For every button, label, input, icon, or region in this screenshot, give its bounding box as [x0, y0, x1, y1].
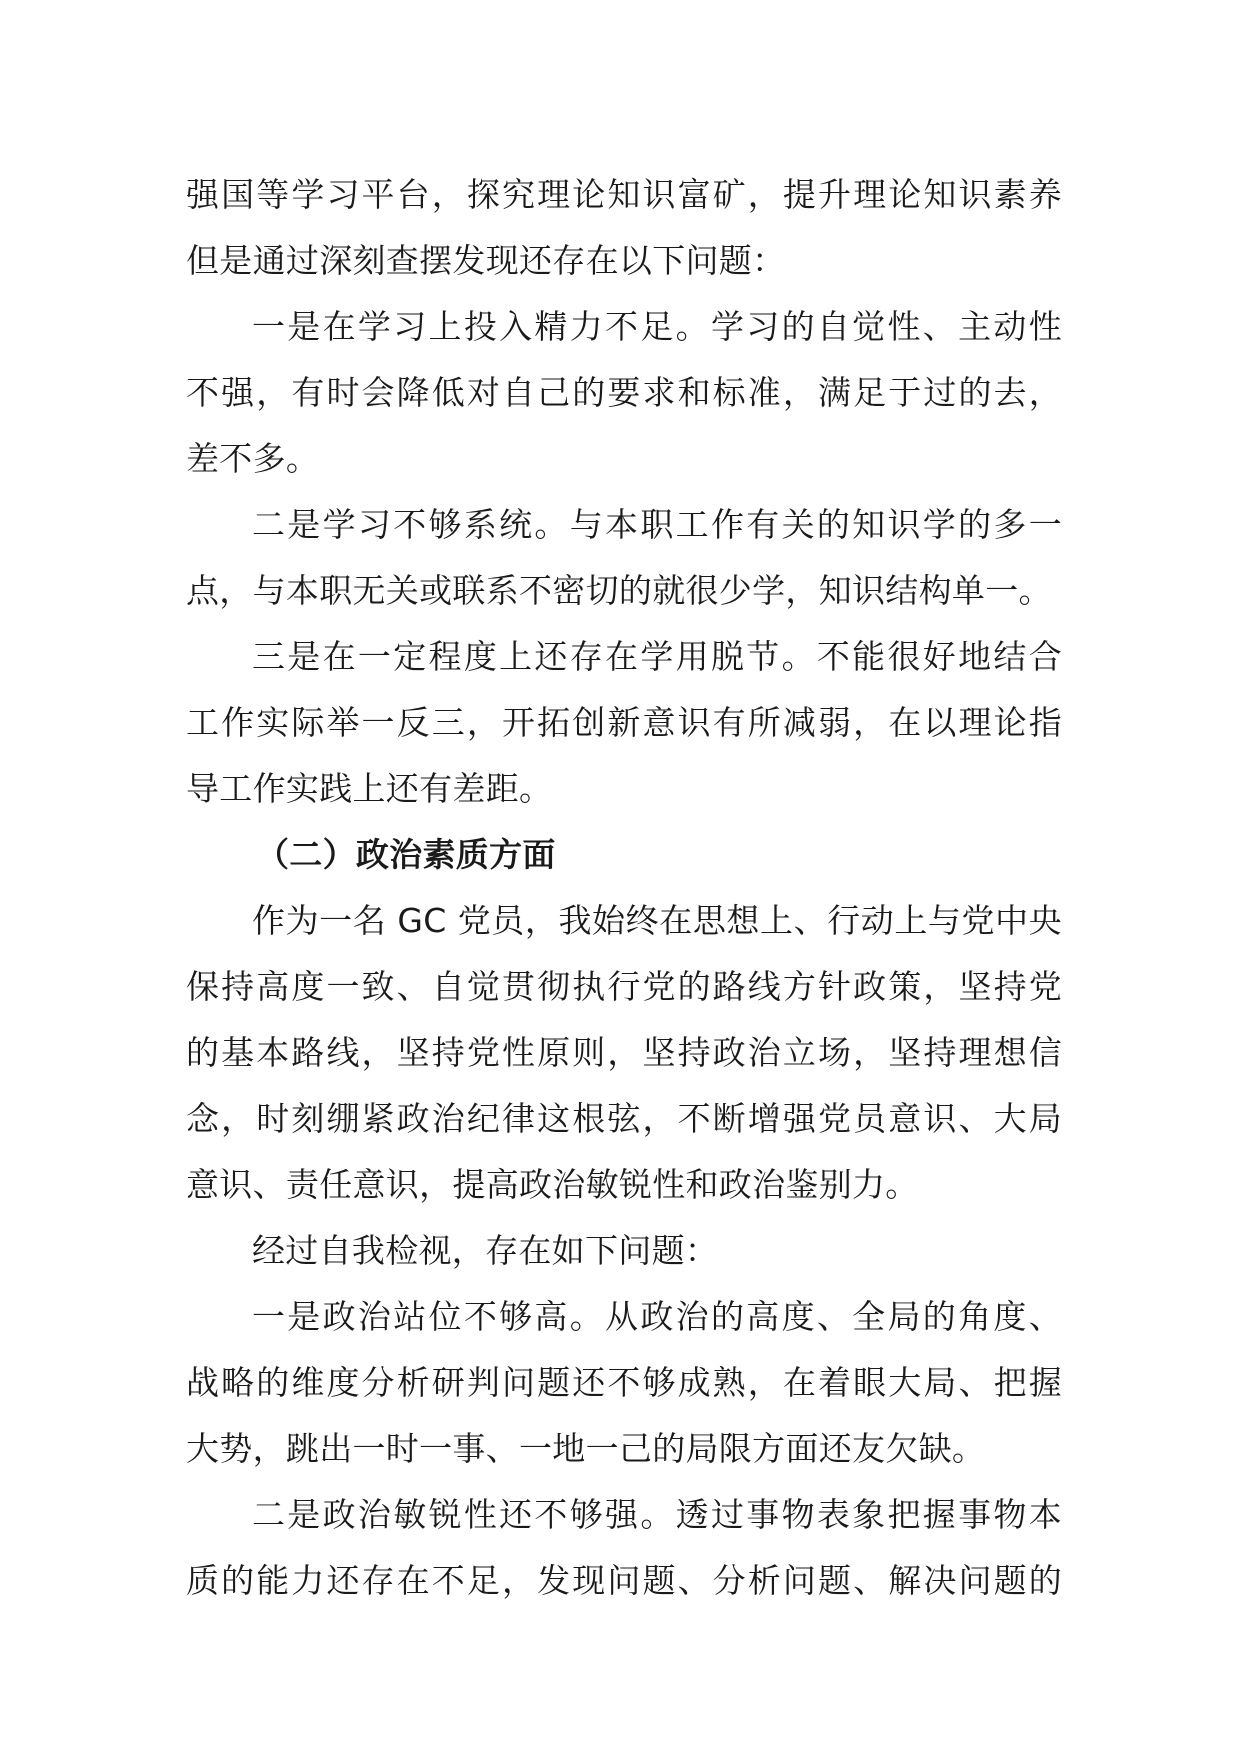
paragraph-line: 导工作实践上还有差距。: [186, 769, 553, 808]
paragraph-line: 一是政治站位不够高。从政治的高度、全局的角度、: [252, 1297, 1062, 1336]
paragraph-line: 但是通过深刻查摆发现还存在以下问题：: [186, 241, 786, 280]
paragraph-line: 作为一名 GC 党员，我始终在思想上、行动上与党中央: [252, 901, 1062, 940]
paragraph-line: 经过自我检视，存在如下问题：: [252, 1231, 719, 1270]
paragraph-line: 不强，有时会降低对自己的要求和标准，满足于过的去，: [186, 373, 1062, 412]
document-body: [186, 162, 1062, 1614]
paragraph-line: 念，时刻绷紧政治纪律这根弦，不断增强党员意识、大局: [186, 1099, 1062, 1138]
paragraph-line: 二是政治敏锐性还不够强。透过事物表象把握事物本: [252, 1495, 1062, 1534]
paragraph-line: 强国等学习平台，探究理论知识富矿，提升理论知识素养: [186, 175, 1062, 214]
paragraph-line: 点，与本职无关或联系不密切的就很少学，知识结构单一。: [186, 571, 1052, 610]
paragraph-line: 三是在一定程度上还存在学用脱节。不能很好地结合: [252, 637, 1062, 676]
paragraph-line: 战略的维度分析研判问题还不够成熟，在着眼大局、把握: [186, 1363, 1062, 1402]
paragraph-line: 工作实际举一反三，开拓创新意识有所减弱，在以理论指: [186, 703, 1062, 742]
paragraph-line: 一是在学习上投入精力不足。学习的自觉性、主动性: [252, 307, 1062, 346]
paragraph-line: 质的能力还存在不足，发现问题、分析问题、解决问题的: [186, 1561, 1062, 1600]
section-heading: （二）政治素质方面: [256, 835, 556, 874]
paragraph-line: 大势，跳出一时一事、一地一己的局限方面还友欠缺。: [186, 1429, 986, 1468]
paragraph-line: 保持高度一致、自觉贯彻执行党的路线方针政策，坚持党: [186, 967, 1062, 1006]
paragraph-line: 意识、责任意识，提高政治敏锐性和政治鉴别力。: [186, 1165, 919, 1204]
paragraph-line: 二是学习不够系统。与本职工作有关的知识学的多一: [252, 505, 1062, 544]
paragraph-line: 的基本路线，坚持党性原则，坚持政治立场，坚持理想信: [186, 1033, 1062, 1072]
paragraph-line: 差不多。: [186, 439, 320, 478]
